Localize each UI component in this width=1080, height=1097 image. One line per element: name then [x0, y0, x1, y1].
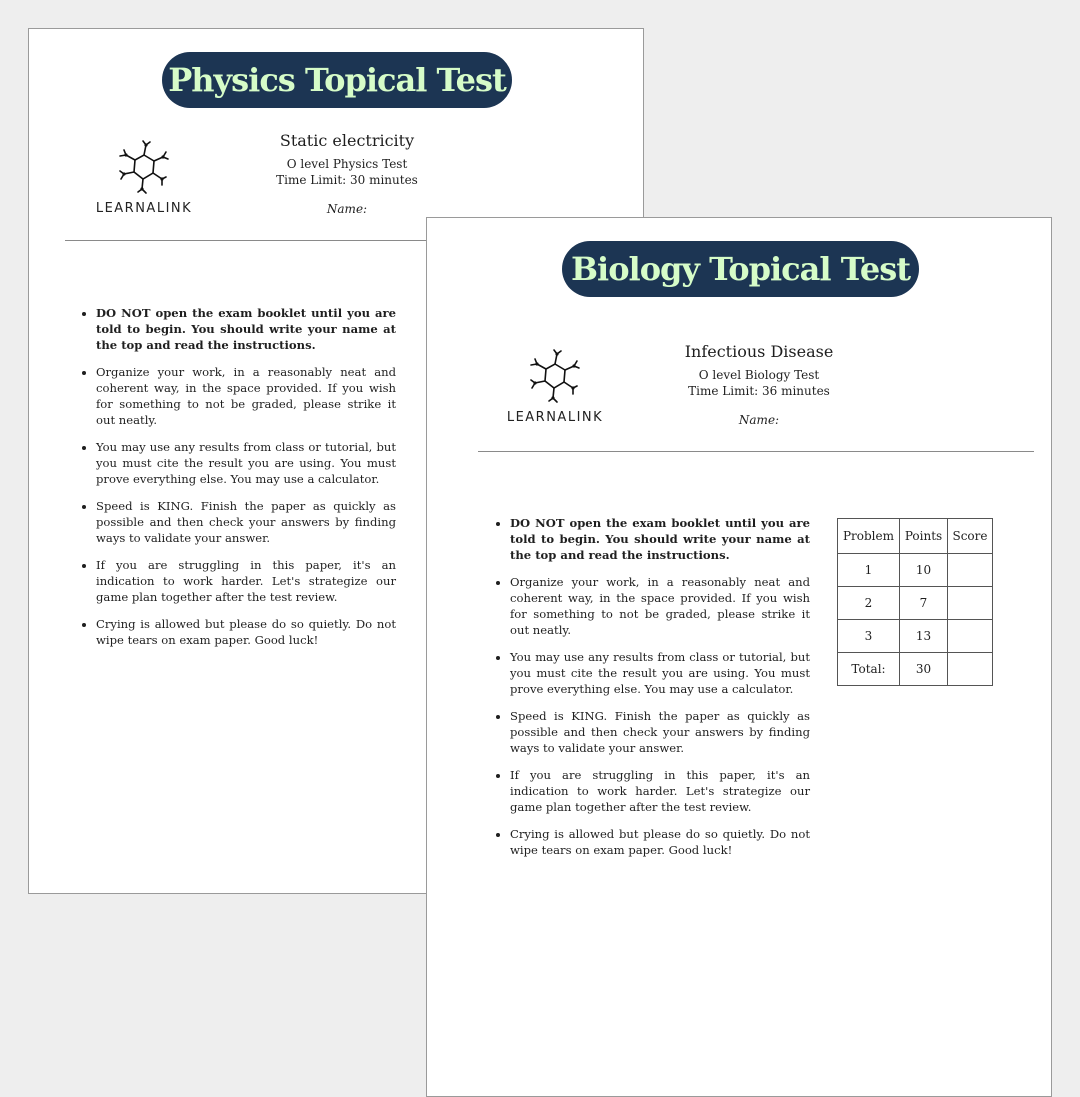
header-divider [478, 451, 1034, 452]
test-header [649, 342, 869, 427]
points-cell: 7 [900, 587, 948, 620]
instruction-item: • If you are struggling in this paper, it's an indication to work harder. Let's strategize our game plan together after the test review. [96, 557, 396, 605]
problem-cell: 3 [838, 620, 900, 653]
instruction-item: • Crying is allowed but please do so quietly. Do not wipe tears on exam paper. Good luck! [96, 616, 396, 648]
problem-cell: 1 [838, 554, 900, 587]
instruction-item: • You may use any results from class or tutorial, but you must cite the result you are using. You must prove everything else. You may use a calculator. [96, 439, 396, 487]
network-tree-icon [527, 348, 583, 404]
instruction-item: • DO NOT open the exam booklet until you are told to begin. You should write your name at the top and read the instructions. [96, 305, 396, 353]
instruction-item: • Organize your work, in a reasonably neat and coherent way, in the space provided. If you wish for something to not be graded, please strike it out neatly. [96, 364, 396, 428]
table-row [838, 587, 993, 620]
test-topic: Infectious Disease [684, 342, 834, 361]
name-label: Name: [326, 202, 368, 216]
total-label-cell: Total: [838, 653, 900, 686]
score-table [837, 518, 993, 686]
instruction-item: • Speed is KING. Finish the paper as quickly as possible and then check your answers by finding ways to validate your answer. [96, 498, 396, 546]
test-topic: Static electricity [279, 131, 415, 150]
name-label: Name: [738, 413, 780, 427]
table-row [838, 554, 993, 587]
time-limit: Time Limit: 36 minutes [688, 384, 830, 398]
points-cell: 10 [900, 554, 948, 587]
time-limit: Time Limit: 30 minutes [276, 173, 418, 187]
biology-banner: Biology Topical Test [562, 241, 919, 297]
instruction-item: • Speed is KING. Finish the paper as quickly as possible and then check your answers by finding ways to validate your answer. [510, 708, 810, 756]
score-cell [948, 554, 993, 587]
column-header: Score [948, 519, 993, 554]
test-level: O level Biology Test [698, 368, 820, 382]
learnalink-logo [500, 348, 610, 425]
test-level: O level Physics Test [286, 157, 408, 171]
total-points-cell: 30 [900, 653, 948, 686]
table-header-row [838, 519, 993, 554]
column-header: Points [900, 519, 948, 554]
total-score-cell [948, 653, 993, 686]
problem-cell: 2 [838, 587, 900, 620]
physics-banner: Physics Topical Test [162, 52, 512, 108]
logo-text: LEARNALINK [95, 201, 193, 216]
instructions-list [81, 305, 396, 659]
points-cell: 13 [900, 620, 948, 653]
instruction-item: • Crying is allowed but please do so quietly. Do not wipe tears on exam paper. Good luck! [510, 826, 810, 858]
column-header: Problem [838, 519, 900, 554]
learnalink-logo [89, 139, 199, 216]
table-total-row [838, 653, 993, 686]
biology-test-sheet [426, 217, 1052, 1097]
table-row [838, 620, 993, 653]
instructions-list [495, 515, 810, 869]
network-tree-icon [116, 139, 172, 195]
score-cell [948, 587, 993, 620]
instruction-item: • DO NOT open the exam booklet until you are told to begin. You should write your name at the top and read the instructions. [510, 515, 810, 563]
test-header [237, 131, 457, 216]
instruction-item: • You may use any results from class or tutorial, but you must cite the result you are using. You must prove everything else. You may use a calculator. [510, 649, 810, 697]
instruction-item: • If you are struggling in this paper, it's an indication to work harder. Let's strategize our game plan together after the test review. [510, 767, 810, 815]
logo-text: LEARNALINK [506, 410, 604, 425]
instruction-item: • Organize your work, in a reasonably neat and coherent way, in the space provided. If you wish for something to not be graded, please strike it out neatly. [510, 574, 810, 638]
score-cell [948, 620, 993, 653]
